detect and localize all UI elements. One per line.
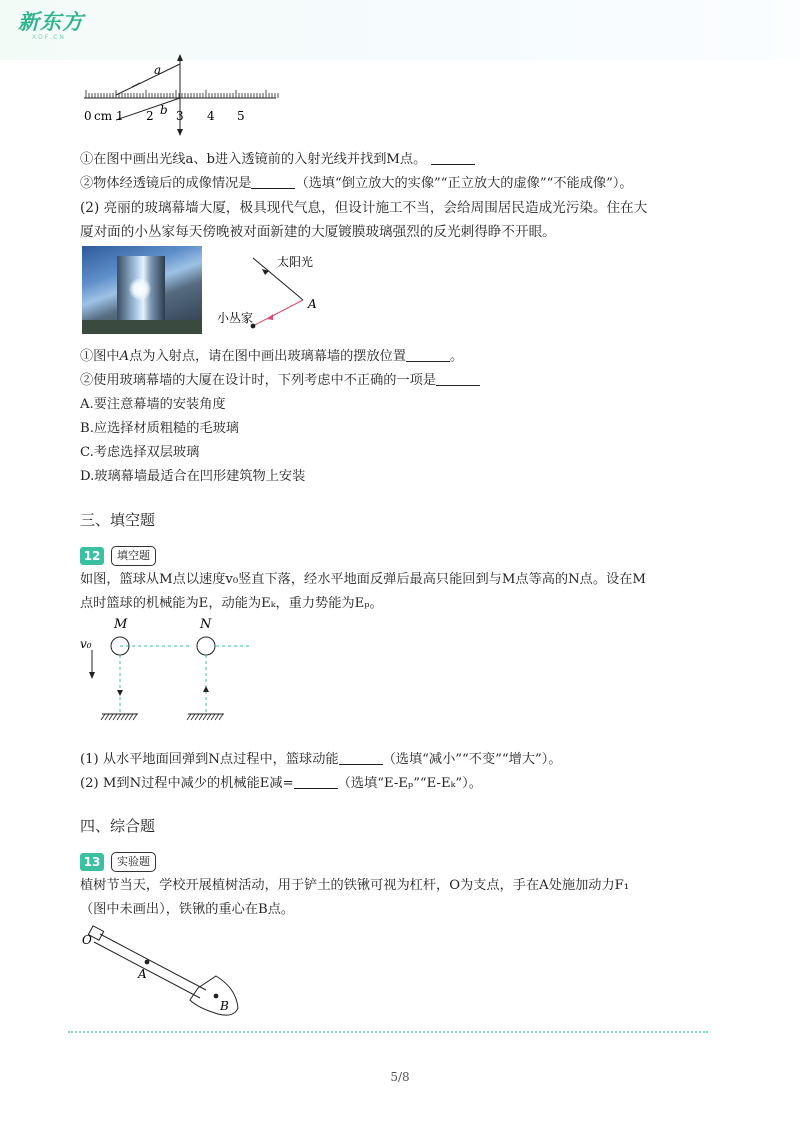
footer-divider — [68, 1031, 708, 1033]
shovel-figure — [80, 922, 250, 1022]
question-number-badge: 12 — [80, 547, 104, 565]
point-a-label: A — [138, 967, 147, 981]
tick-0: 0 — [84, 109, 92, 123]
tick-5: 5 — [237, 109, 245, 123]
point-n-label: N — [200, 617, 212, 632]
option-c: C.考虑选择双层玻璃 — [80, 445, 200, 460]
tick-4: 4 — [207, 109, 215, 123]
fulcrum-o-label: O — [82, 933, 92, 947]
basketball-figure — [80, 616, 260, 746]
q13-line2: （图中未画出），铁锹的重心在B点。 — [80, 902, 295, 917]
point-m-label: M — [114, 617, 128, 632]
answer-blank[interactable] — [406, 348, 450, 362]
point-b-label: B — [220, 999, 229, 1013]
question-type-tag: 实验题 — [111, 852, 156, 872]
ray-a-label: a — [154, 63, 162, 77]
option-b: B.应选择材质粗糙的毛玻璃 — [80, 421, 239, 436]
q-prev-line2: ②物体经透镜后的成像情况是 （选填“倒立放大的实像”“正立放大的虚像”“不能成像”）。 — [80, 176, 633, 191]
unit-label: cm — [94, 109, 113, 123]
page-number: 5/8 — [390, 1070, 410, 1084]
header-band — [0, 0, 800, 60]
q12-sub2: (2) M到N过程中减少的机械能E减= （选填“E-Eₚ”“E-Eₖ”）。 — [80, 776, 482, 791]
q12-line2: 点时篮球的机械能为E，动能为Eₖ，重力势能为Eₚ。 — [80, 596, 383, 611]
tick-3: 3 — [176, 109, 184, 123]
q-prev-line3: ①图中A点为入射点，请在图中画出玻璃幕墙的摆放位置 。 — [80, 349, 464, 364]
section-title-3: 三、填空题 — [80, 511, 156, 529]
answer-blank[interactable] — [251, 175, 295, 189]
option-d: D.玻璃幕墙最适合在凹形建筑物上安装 — [80, 469, 306, 484]
q-prev-part2-line2: 厦对面的小丛家每天傍晚被对面新建的大厦镀膜玻璃强烈的反光刺得睁不开眼。 — [80, 224, 556, 240]
answer-blank[interactable] — [339, 751, 383, 765]
answer-blank[interactable] — [431, 151, 475, 165]
q-prev-line1: ①在图中画出光线a、b进入透镜前的入射光线并找到M点。 — [80, 150, 475, 170]
glass-building-photo — [82, 246, 202, 334]
reflection-figure — [205, 248, 325, 338]
q-prev-line4: ②使用玻璃幕墙的大厦在设计时，下列考虑中不正确的一项是 — [80, 371, 480, 391]
home-label: 小丛家 — [217, 311, 254, 325]
option-a: A.要注意幕墙的安装角度 — [80, 397, 226, 412]
answer-blank[interactable] — [436, 372, 480, 386]
question-type-tag: 填空题 — [111, 546, 156, 566]
ray-b-label: b — [160, 103, 168, 117]
sun-label: 太阳光 — [277, 255, 314, 269]
q12-line1: 如图，篮球从M点以速度v₀竖直下落，经水平地面反弹后最高只能回到与M点等高的N点。设在M — [80, 572, 646, 587]
section-title-4: 四、综合题 — [80, 817, 156, 835]
q-prev-part2-line1: (2) 亮丽的玻璃幕墙大厦，极具现代气息，但设计施工不当，会给周围居民造成光污染。住在大 — [80, 200, 648, 216]
velocity-label: v₀ — [80, 637, 92, 651]
answer-blank[interactable] — [294, 775, 338, 789]
q12-sub1: (1) 从水平地面回弹到N点过程中，篮球动能 （选填“减小”“不变”“增大”）。 — [80, 752, 562, 767]
point-a-label: A — [308, 297, 317, 311]
tick-1: 1 — [116, 109, 124, 123]
question-number-badge: 13 — [80, 853, 104, 871]
brand-logo: 新东方 XDF.CN — [18, 10, 84, 41]
q13-line1: 植树节当天，学校开展植树活动，用于铲土的铁锹可视为杠杆，O为支点，手在A处施加动力F₁ — [80, 878, 630, 893]
lens-ray-figure — [80, 52, 290, 132]
tick-2: 2 — [146, 109, 154, 123]
